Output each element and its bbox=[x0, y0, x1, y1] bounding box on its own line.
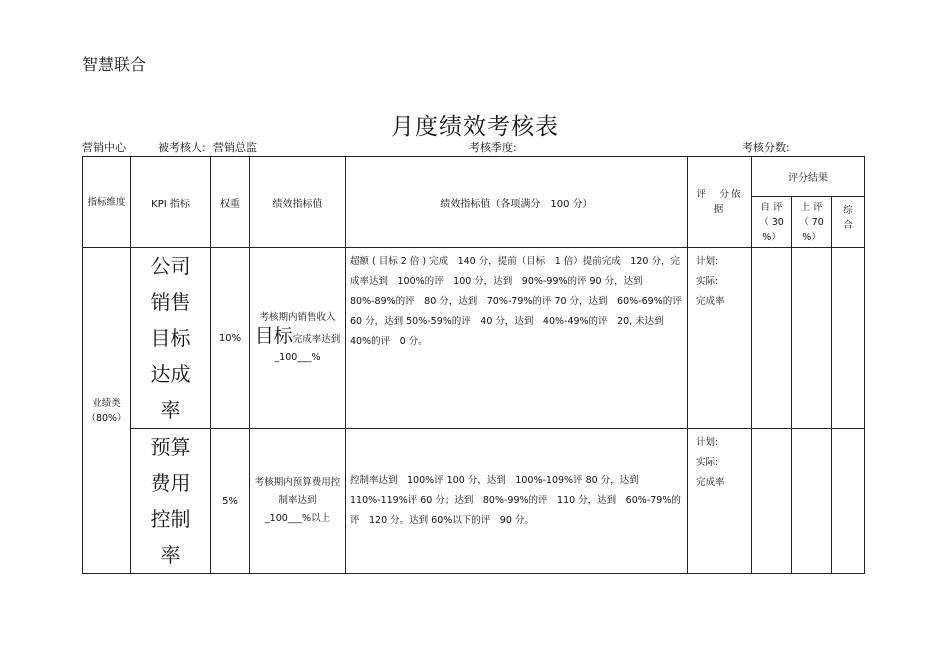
superior-score-cell[interactable] bbox=[792, 429, 832, 574]
header-self: 自 评（ 30 %） bbox=[752, 197, 792, 248]
header-superior: 上 评（ 70 %） bbox=[792, 197, 832, 248]
kpi-detail: 控制率达到 100%评 100 分，达到 100%-109%评 80 分，达到 110%-119%评 60 分；达到 80%-99%的评 110 分，达到 60%-79%的评 120 分。达到 60%以下的评 90 分。 bbox=[346, 429, 688, 574]
quarter-label: 考核季度: bbox=[469, 141, 517, 154]
kpi-weight: 5% bbox=[211, 429, 250, 574]
form-title: 月度绩效考核表 bbox=[391, 114, 559, 140]
header-indicator-value: 绩效指标值 bbox=[250, 157, 346, 248]
kpi-target: 考核期内预算费用控制率达到 _100___%以上 bbox=[250, 429, 346, 574]
kpi-table bbox=[82, 156, 865, 574]
kpi-name: 预算费用控制率 bbox=[131, 429, 211, 574]
header-indicator-detail: 绩效指标值（各项满分 100 分） bbox=[346, 157, 688, 248]
table-row bbox=[83, 248, 865, 429]
kpi-basis bbox=[688, 248, 752, 429]
header-dimension: 指标维度 bbox=[83, 157, 131, 248]
kpi-basis bbox=[688, 429, 752, 574]
header-total: 综合 bbox=[832, 197, 865, 248]
basis-rate: 完成率 bbox=[696, 296, 725, 307]
header-result: 评分结果 bbox=[752, 157, 865, 197]
kpi-target-post: 完成率达到 _100___% bbox=[274, 334, 341, 363]
assessee-label: 被考核人: bbox=[158, 141, 206, 154]
kpi-weight: 10% bbox=[211, 248, 250, 429]
department-label: 营销中心 bbox=[82, 141, 126, 154]
score-label: 考核分数: bbox=[742, 141, 790, 154]
basis-plan: 计划: bbox=[696, 256, 719, 267]
self-score-cell[interactable] bbox=[752, 429, 792, 574]
basis-actual: 实际: bbox=[696, 457, 719, 468]
kpi-target-emphasis: 目标 bbox=[254, 325, 293, 347]
dimension-cell bbox=[83, 248, 131, 574]
organization-name: 智慧联合 bbox=[82, 55, 147, 74]
basis-actual: 实际: bbox=[696, 276, 719, 287]
kpi-detail: 超额 ( 目标 2 倍 ) 完成 140 分，提前（目标 1 倍）提前完成 120 分，完成率达到 100%的评 100 分，达到 90%-99%的评 90 分，达到 80%-89%的评 80 分，达到 70%-79%的评 70 分，达到 60%-69%的评 60 分，达到 50%-59%的评 40 分，达到 40%-49%的评 20, 未达到 40%的评 0 分。 bbox=[346, 248, 688, 429]
table-row bbox=[83, 429, 865, 574]
basis-rate: 完成率 bbox=[696, 477, 725, 488]
dimension-weight: （80%） bbox=[86, 412, 127, 424]
self-score-cell[interactable] bbox=[752, 248, 792, 429]
kpi-target bbox=[250, 248, 346, 429]
kpi-target-pre: 考核期内销售收入 bbox=[259, 312, 336, 323]
header-kpi: KPI 指标 bbox=[131, 157, 211, 248]
total-score-cell[interactable] bbox=[832, 248, 865, 429]
header-basis: 评 分依 据 bbox=[688, 157, 752, 248]
assessee-value: 营销总监 bbox=[213, 141, 257, 154]
header-weight: 权重 bbox=[211, 157, 250, 248]
superior-score-cell[interactable] bbox=[792, 248, 832, 429]
header-row bbox=[83, 157, 865, 197]
total-score-cell[interactable] bbox=[832, 429, 865, 574]
kpi-name: 公司销售目标达成率 bbox=[131, 248, 211, 429]
dimension-name: 业绩类 bbox=[92, 397, 121, 409]
basis-plan: 计划: bbox=[696, 437, 719, 448]
